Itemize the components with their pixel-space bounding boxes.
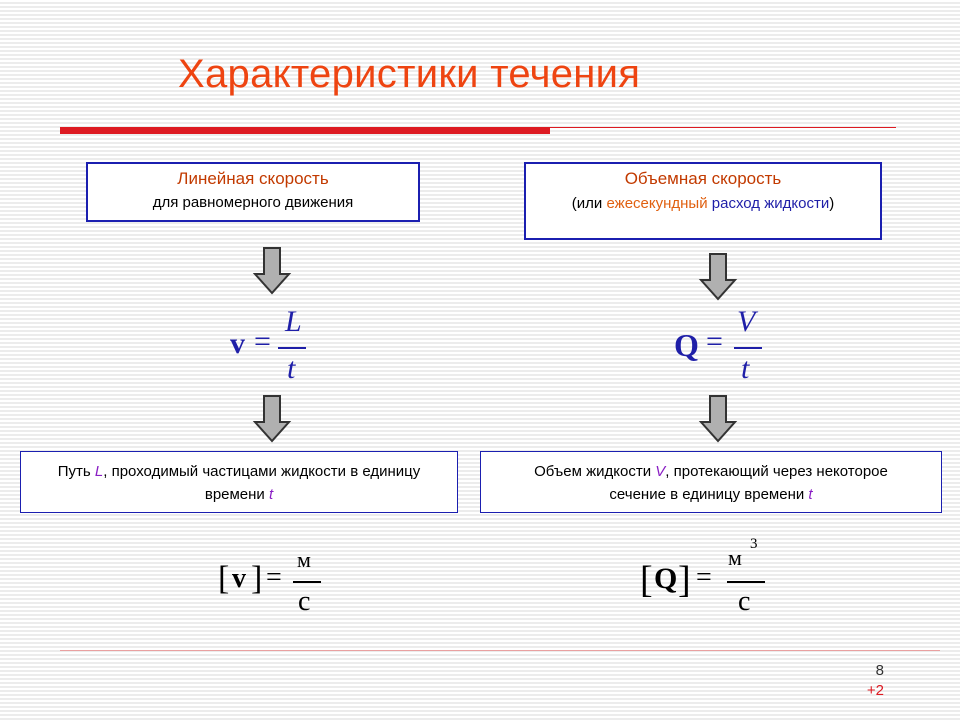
title-underline-thin xyxy=(550,127,896,128)
unit-fraction-bar xyxy=(293,581,321,583)
desc-text-1: Объем жидкости xyxy=(534,463,656,480)
down-arrow-icon xyxy=(252,246,292,296)
formula-lhs: v xyxy=(230,327,245,360)
unit-eq: = xyxy=(696,562,712,593)
formula-denominator: t xyxy=(741,352,750,385)
unit-bracket-open: [ xyxy=(218,560,230,597)
down-arrow-icon xyxy=(698,252,738,302)
page-extra: +2 xyxy=(866,682,884,699)
volumetric-velocity-description xyxy=(480,451,942,513)
unit-numerator: м xyxy=(297,547,311,572)
volumetric-velocity-subheader xyxy=(526,196,880,211)
formula-denominator: t xyxy=(287,352,296,385)
unit-bracket-close: ] xyxy=(678,559,691,601)
formula-numerator: V xyxy=(737,305,756,338)
linear-velocity-box xyxy=(86,162,420,222)
footer-divider xyxy=(60,650,940,651)
desc-text-1: Путь xyxy=(57,463,95,480)
linear-velocity-header: Линейная скорость xyxy=(177,169,329,188)
sub-orange-word: ежесекундный xyxy=(606,195,708,212)
fraction-bar xyxy=(278,347,306,349)
unit-bracket-close: ] xyxy=(251,560,263,597)
formula-eq: = xyxy=(254,325,271,358)
unit-symbol: Q xyxy=(654,562,678,595)
fraction-bar xyxy=(734,347,762,349)
volumetric-velocity-box xyxy=(524,162,882,240)
unit-eq: = xyxy=(266,562,282,593)
volumetric-velocity-header: Объемная скорость xyxy=(624,169,782,188)
unit-bracket-open: [ xyxy=(640,559,653,601)
formula-lhs: Q xyxy=(674,327,699,363)
linear-velocity-description xyxy=(20,451,458,513)
desc-var-t: t xyxy=(808,486,813,503)
slide-title: Характеристики течения xyxy=(178,52,641,96)
desc-var-V: V xyxy=(655,463,666,480)
formula-numerator: L xyxy=(285,305,302,338)
formula-eq: = xyxy=(706,325,723,358)
unit-exponent: 3 xyxy=(750,536,758,552)
desc-var-L: L xyxy=(94,463,104,480)
unit-numerator: м xyxy=(728,545,742,570)
sub-close: ) xyxy=(829,195,835,212)
unit-symbol: v xyxy=(232,563,246,594)
desc-var-t: t xyxy=(268,486,274,503)
down-arrow-icon xyxy=(698,394,738,444)
unit-denominator: с xyxy=(738,586,751,617)
linear-velocity-subheader: для равномерного движения xyxy=(152,194,354,211)
desc-text-2: , протекающий через некоторое сечение в единицу времени xyxy=(609,463,888,503)
page-number: 8 xyxy=(875,662,884,679)
desc-text-2: , проходимый частицами жидкости в единицу времени xyxy=(103,463,421,503)
sub-open: (или xyxy=(571,195,607,212)
unit-fraction-bar xyxy=(727,581,765,583)
down-arrow-icon xyxy=(252,394,292,444)
sub-blue-words: расход жидкости xyxy=(707,195,830,212)
unit-denominator: с xyxy=(298,586,311,617)
title-underline-thick xyxy=(60,127,550,134)
